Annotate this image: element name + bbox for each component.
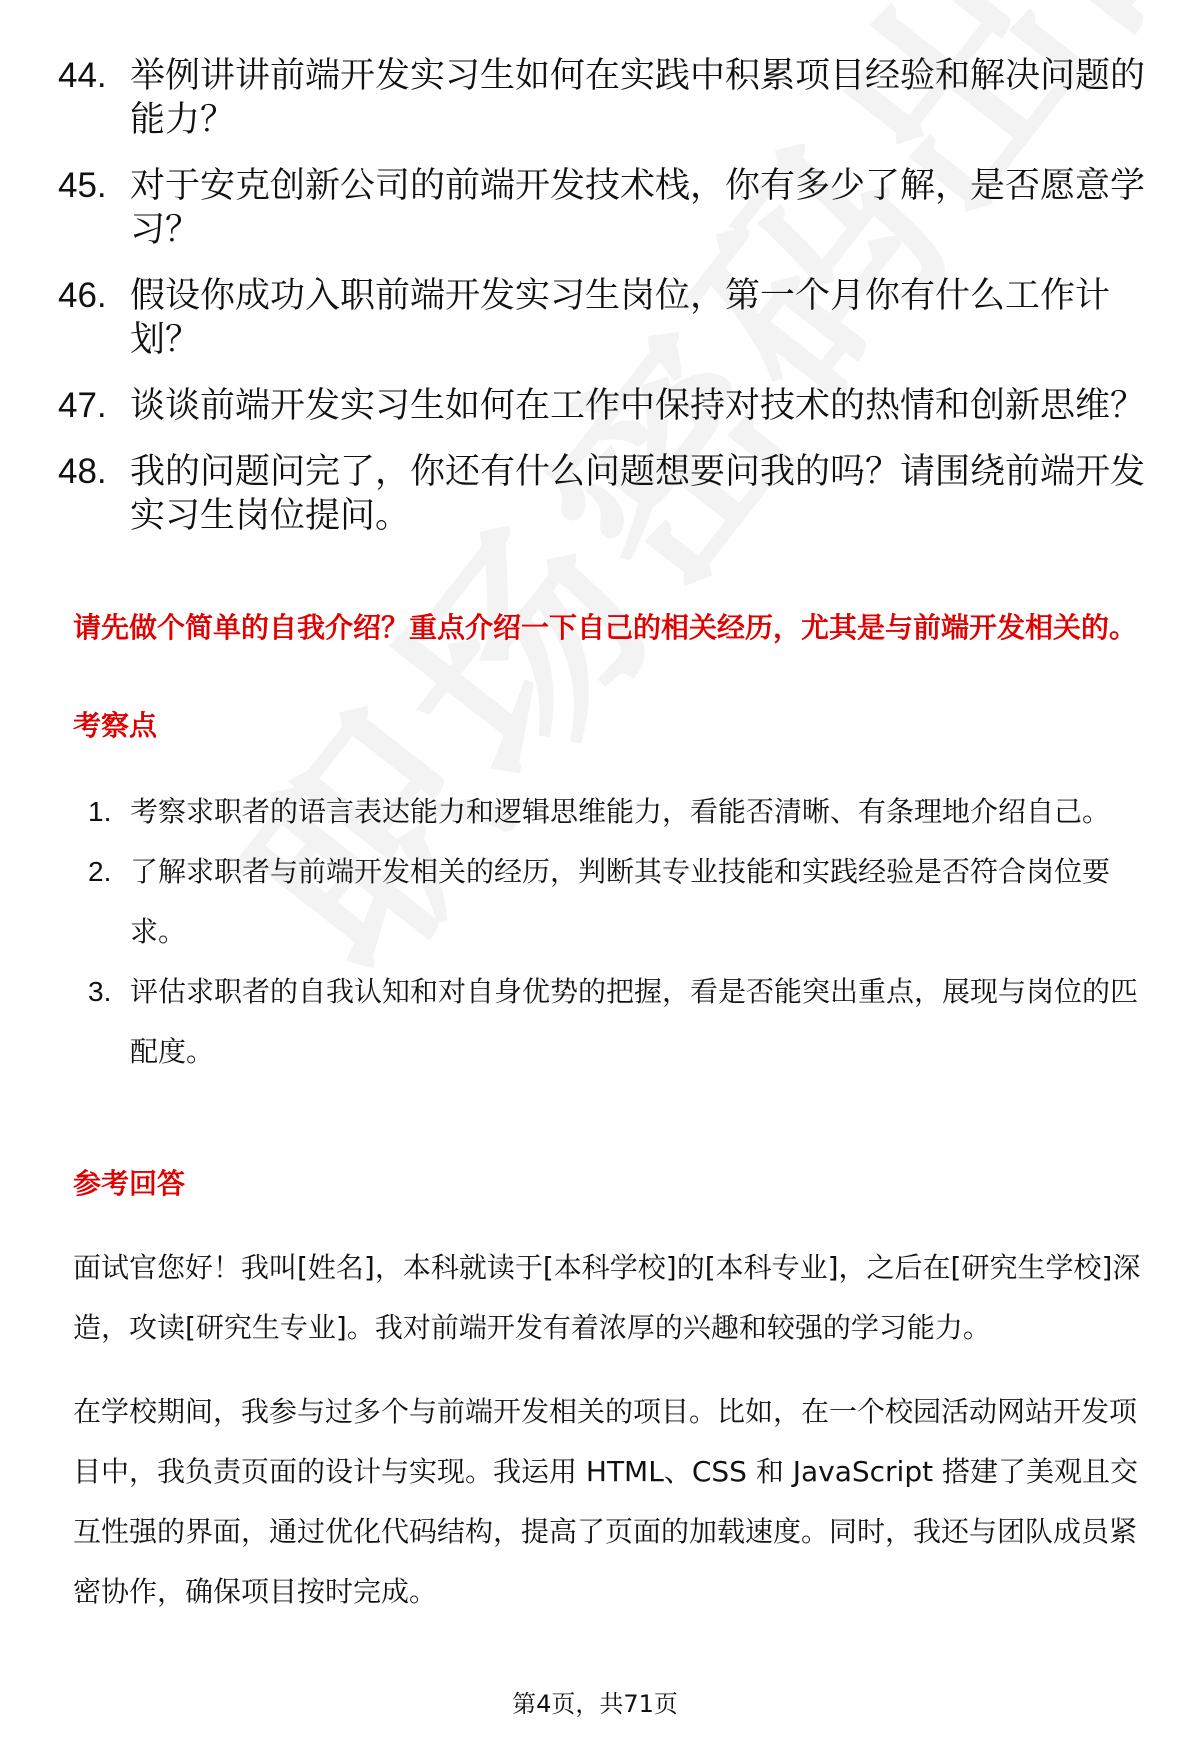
point-text: 考察求职者的语言表达能力和逻辑思维能力，看能否清晰、有条理地介绍自己。 <box>130 795 1111 828</box>
current-question-heading: 请先做个简单的自我介绍？重点介绍一下自己的相关经历，尤其是与前端开发相关的。 <box>73 611 1138 644</box>
point-number: 1. <box>88 796 112 827</box>
points-list <box>88 782 1158 1082</box>
point-number: 3. <box>88 976 112 1007</box>
question-text: 我的问题问完了，你还有什么问题想要问我的吗？请围绕前端开发实习生岗位提问。 <box>130 452 1146 536</box>
point-number: 2. <box>88 856 112 887</box>
list-item <box>88 962 1158 1082</box>
list-item <box>88 842 1158 962</box>
answer-paragraph: 在学校期间，我参与过多个与前端开发相关的项目。比如，在一个校园活动网站开发项目中，我负责页面的设计与实现。我运用 HTML、CSS 和 JavaScript 搭建了美观且交互性强的界面，通过优化代码结构，提高了页面的加载速度。同时，我还与团队成员紧密协作，确保项目按时完成。 <box>73 1395 1138 1608</box>
list-item <box>58 274 1148 362</box>
point-text: 了解求职者与前端开发相关的经历，判断其专业技能和实践经验是否符合岗位要求。 <box>130 855 1111 948</box>
points-section-title: 考察点 <box>73 709 158 742</box>
question-number: 47. <box>58 386 107 425</box>
answer-section-title: 参考回答 <box>73 1167 186 1200</box>
question-number: 46. <box>58 276 107 315</box>
question-text: 对于安克创新公司的前端开发技术栈，你有多少了解，是否愿意学习？ <box>130 166 1146 250</box>
question-number: 44. <box>58 56 107 95</box>
question-text: 谈谈前端开发实习生如何在工作中保持对技术的热情和创新思维？ <box>130 386 1146 426</box>
answer-paragraph: 面试官您好！我叫[姓名]，本科就读于[本科学校]的[本科专业]，之后在[研究生学校]深造，攻读[研究生专业]。我对前端开发有着浓厚的兴趣和较强的学习能力。 <box>73 1251 1141 1344</box>
point-text: 评估求职者的自我认知和对自身优势的把握，看是否能突出重点，展现与岗位的匹配度。 <box>130 975 1139 1068</box>
question-number: 48. <box>58 452 107 491</box>
question-number: 45. <box>58 166 107 205</box>
question-text: 假设你成功入职前端开发实习生岗位，第一个月你有什么工作计划？ <box>130 276 1111 360</box>
question-text: 举例讲讲前端开发实习生如何在实践中积累项目经验和解决问题的能力？ <box>130 56 1146 140</box>
list-item <box>58 450 1148 538</box>
list-item <box>58 384 1148 428</box>
list-item <box>58 164 1148 252</box>
list-item <box>88 782 1158 842</box>
question-list <box>58 54 1148 560</box>
list-item <box>58 54 1148 142</box>
page-footer: 第4页，共71页 <box>512 1690 678 1718</box>
